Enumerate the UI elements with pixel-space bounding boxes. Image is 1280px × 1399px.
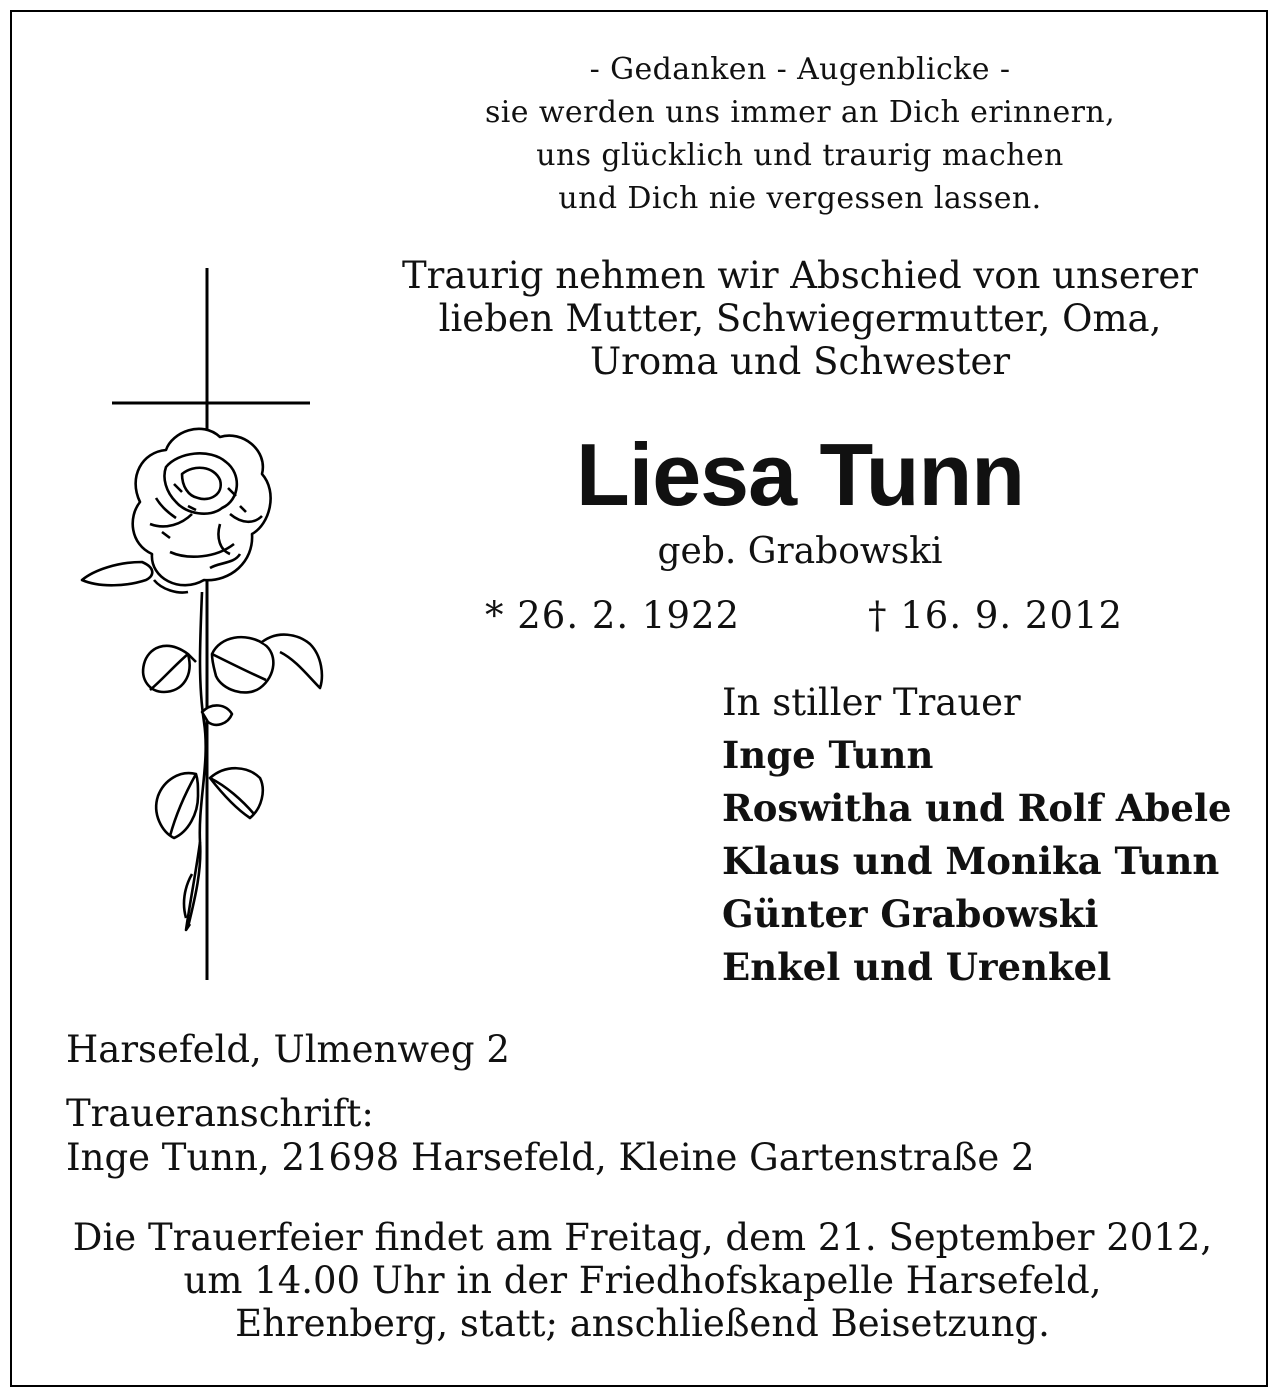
rose-icon [82,429,322,930]
poem-line: uns glücklich und traurig machen [536,138,1064,173]
trauer-address [66,1092,1035,1180]
mourner-name: Enkel und Urenkel [722,945,1112,989]
poem-line: sie werden uns immer an Dich erinnern, [484,95,1116,130]
poem [380,48,1220,220]
poem-line: und Dich nie vergessen lassen. [558,181,1042,216]
cross-rose-illustration [70,262,340,987]
maiden-name: geb. Grabowski [657,531,943,572]
mourner-name: Roswitha und Rolf Abele [722,786,1232,830]
mourners-list [722,676,1232,994]
death-date: † 16. 9. 2012 [868,594,1124,637]
ceremony-info [40,1216,1245,1345]
deceased-name: Liesa Tunn [576,425,1024,524]
mourner-name: Klaus und Monika Tunn [722,839,1220,883]
ceremony-line: Die Trauerfeier findet am Freitag, dem 21. September 2012, [72,1216,1213,1259]
ceremony-line: Ehrenberg, statt; anschließend Beisetzung. [235,1302,1050,1345]
intro-line: Traurig nehmen wir Abschied von unserer [401,254,1198,297]
cross-icon [112,268,310,980]
trauer-address-value: Inge Tunn, 21698 Harsefeld, Kleine Gartenstraße 2 [66,1136,1035,1179]
intro-line: lieben Mutter, Schwiegermutter, Oma, [438,297,1162,340]
poem-line: - Gedanken - Augenblicke - [589,52,1011,87]
home-address: Harsefeld, Ulmenweg 2 [66,1028,510,1071]
trauer-address-label: Traueranschrift: [66,1092,374,1135]
mourner-name: Inge Tunn [722,733,934,777]
ceremony-line: um 14.00 Uhr in der Friedhofskapelle Harsefeld, [183,1259,1102,1302]
mourners-lead: In stiller Trauer [722,681,1021,724]
birth-date: * 26. 2. 1922 [485,594,741,637]
intro-line: Uroma und Schwester [589,340,1011,383]
mourner-name: Günter Grabowski [722,892,1099,936]
intro-text [360,254,1240,383]
